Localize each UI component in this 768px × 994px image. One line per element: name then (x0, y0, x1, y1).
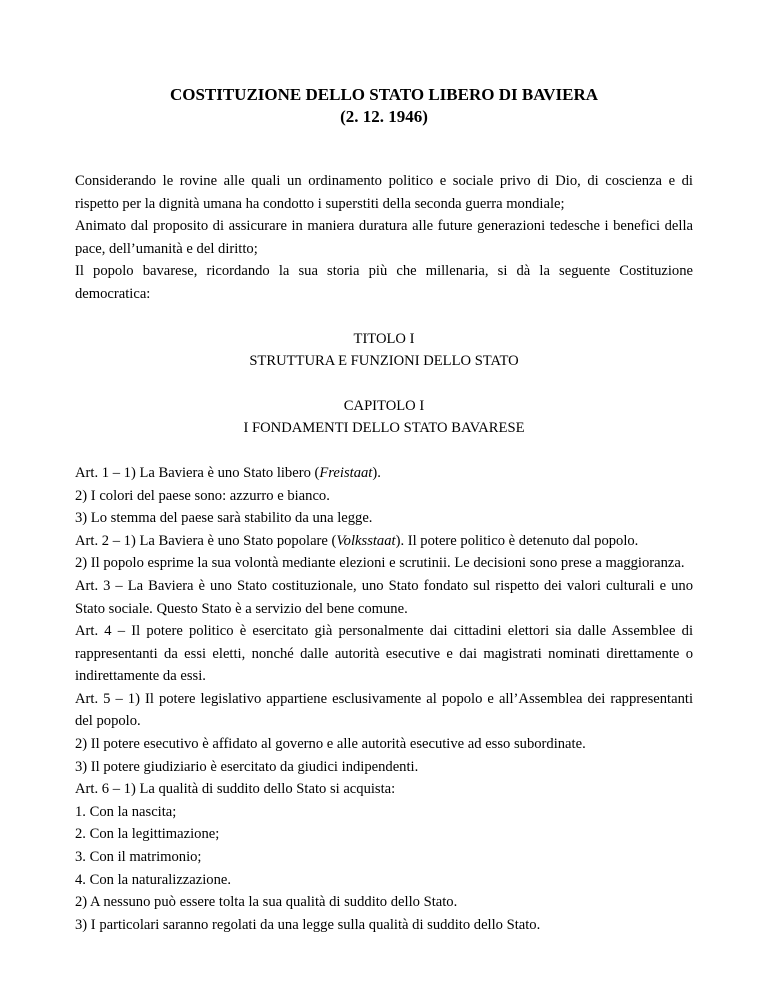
article-6-para-1: Art. 6 – 1) La qualità di suddito dello Stato si acquista: (75, 781, 396, 798)
list-item: 3. Con il matrimonio; (75, 849, 202, 866)
article-6-para-2: 2) A nessuno può essere tolta la sua qualità di suddito dello Stato. (75, 894, 458, 911)
article-1-para-3: 3) Lo stemma del paese sarà stabilito da una legge. (75, 510, 373, 527)
italic-term: Volksstaat (336, 532, 396, 549)
article-1-para-1: Art. 1 – 1) La Baviera è uno Stato libero (Freistaat). (75, 464, 381, 481)
list-item: 1. Con la nascita; (75, 803, 177, 820)
document-body (75, 170, 693, 936)
article-5-para-3: 3) Il potere giudiziario è esercitato da giudici indipendenti. (75, 758, 419, 775)
preamble-paragraph: Animato dal proposito di assicurare in maniera duratura alle future generazioni tedesche i benefici della pace, dell’umanità e del diritto; (75, 218, 693, 257)
preamble-paragraph: Il popolo bavarese, ricordando la sua storia più che millenaria, si dà la seguente Costituzione democratica: (75, 263, 693, 302)
chapter-name: I FONDAMENTI DELLO STATO BAVARESE (243, 420, 525, 437)
list-item: 4. Con la naturalizzazione. (75, 871, 232, 888)
article-5-para-2: 2) Il potere esecutivo è affidato al governo e alle autorità esecutive ad esso subordinate. (75, 736, 586, 753)
article-6-para-3: 3) I particolari saranno regolati da una legge sulla qualità di suddito dello Stato. (75, 916, 541, 933)
italic-term: Freistaat (319, 464, 373, 481)
title-heading (75, 328, 693, 373)
article-2-para-2: 2) Il popolo esprime la sua volontà mediante elezioni e scrutinii. Le decisioni sono prese a maggioranza. (75, 555, 685, 572)
chapter-heading (75, 395, 693, 440)
article-2-para-1: Art. 2 – 1) La Baviera è uno Stato popolare (Volksstaat). Il potere politico è detenuto dal popolo. (75, 532, 639, 549)
article-5-para-1: Art. 5 – 1) Il potere legislativo appartiene esclusivamente al popolo e all’Assemblea dei rappresentanti del popolo. (75, 690, 693, 730)
document-date: (2. 12. 1946) (340, 107, 428, 126)
preamble-paragraph: Considerando le rovine alle quali un ordinamento politico e sociale privo di Dio, di coscienza e di rispetto per la dignità umana ha condotto i superstiti della seconda guerra mondiale; (75, 173, 693, 212)
document-title: COSTITUZIONE DELLO STATO LIBERO DI BAVIERA (169, 85, 599, 104)
article-3: Art. 3 – La Baviera è uno Stato costituzionale, uno Stato fondato sul rispetto dei valori culturali e uno Stato sociale. Questo Stato è a servizio del bene comune. (75, 577, 693, 617)
title-name: STRUTTURA E FUNZIONI DELLO STATO (249, 353, 519, 370)
list-item: 2. Con la legittimazione; (75, 826, 220, 843)
article-1-para-2: 2) I colori del paese sono: azzurro e bianco. (75, 487, 330, 504)
article-4: Art. 4 – Il potere politico è esercitato già personalmente dai cittadini elettori sia dalle Assemblee di rappresentanti da essi eletti, nonché dalle autorità esecutive e dai magistrati nominati direttamente o indirettamente da essi. (75, 623, 693, 685)
title-label: TITOLO I (353, 330, 415, 347)
chapter-label: CAPITOLO I (343, 397, 425, 414)
